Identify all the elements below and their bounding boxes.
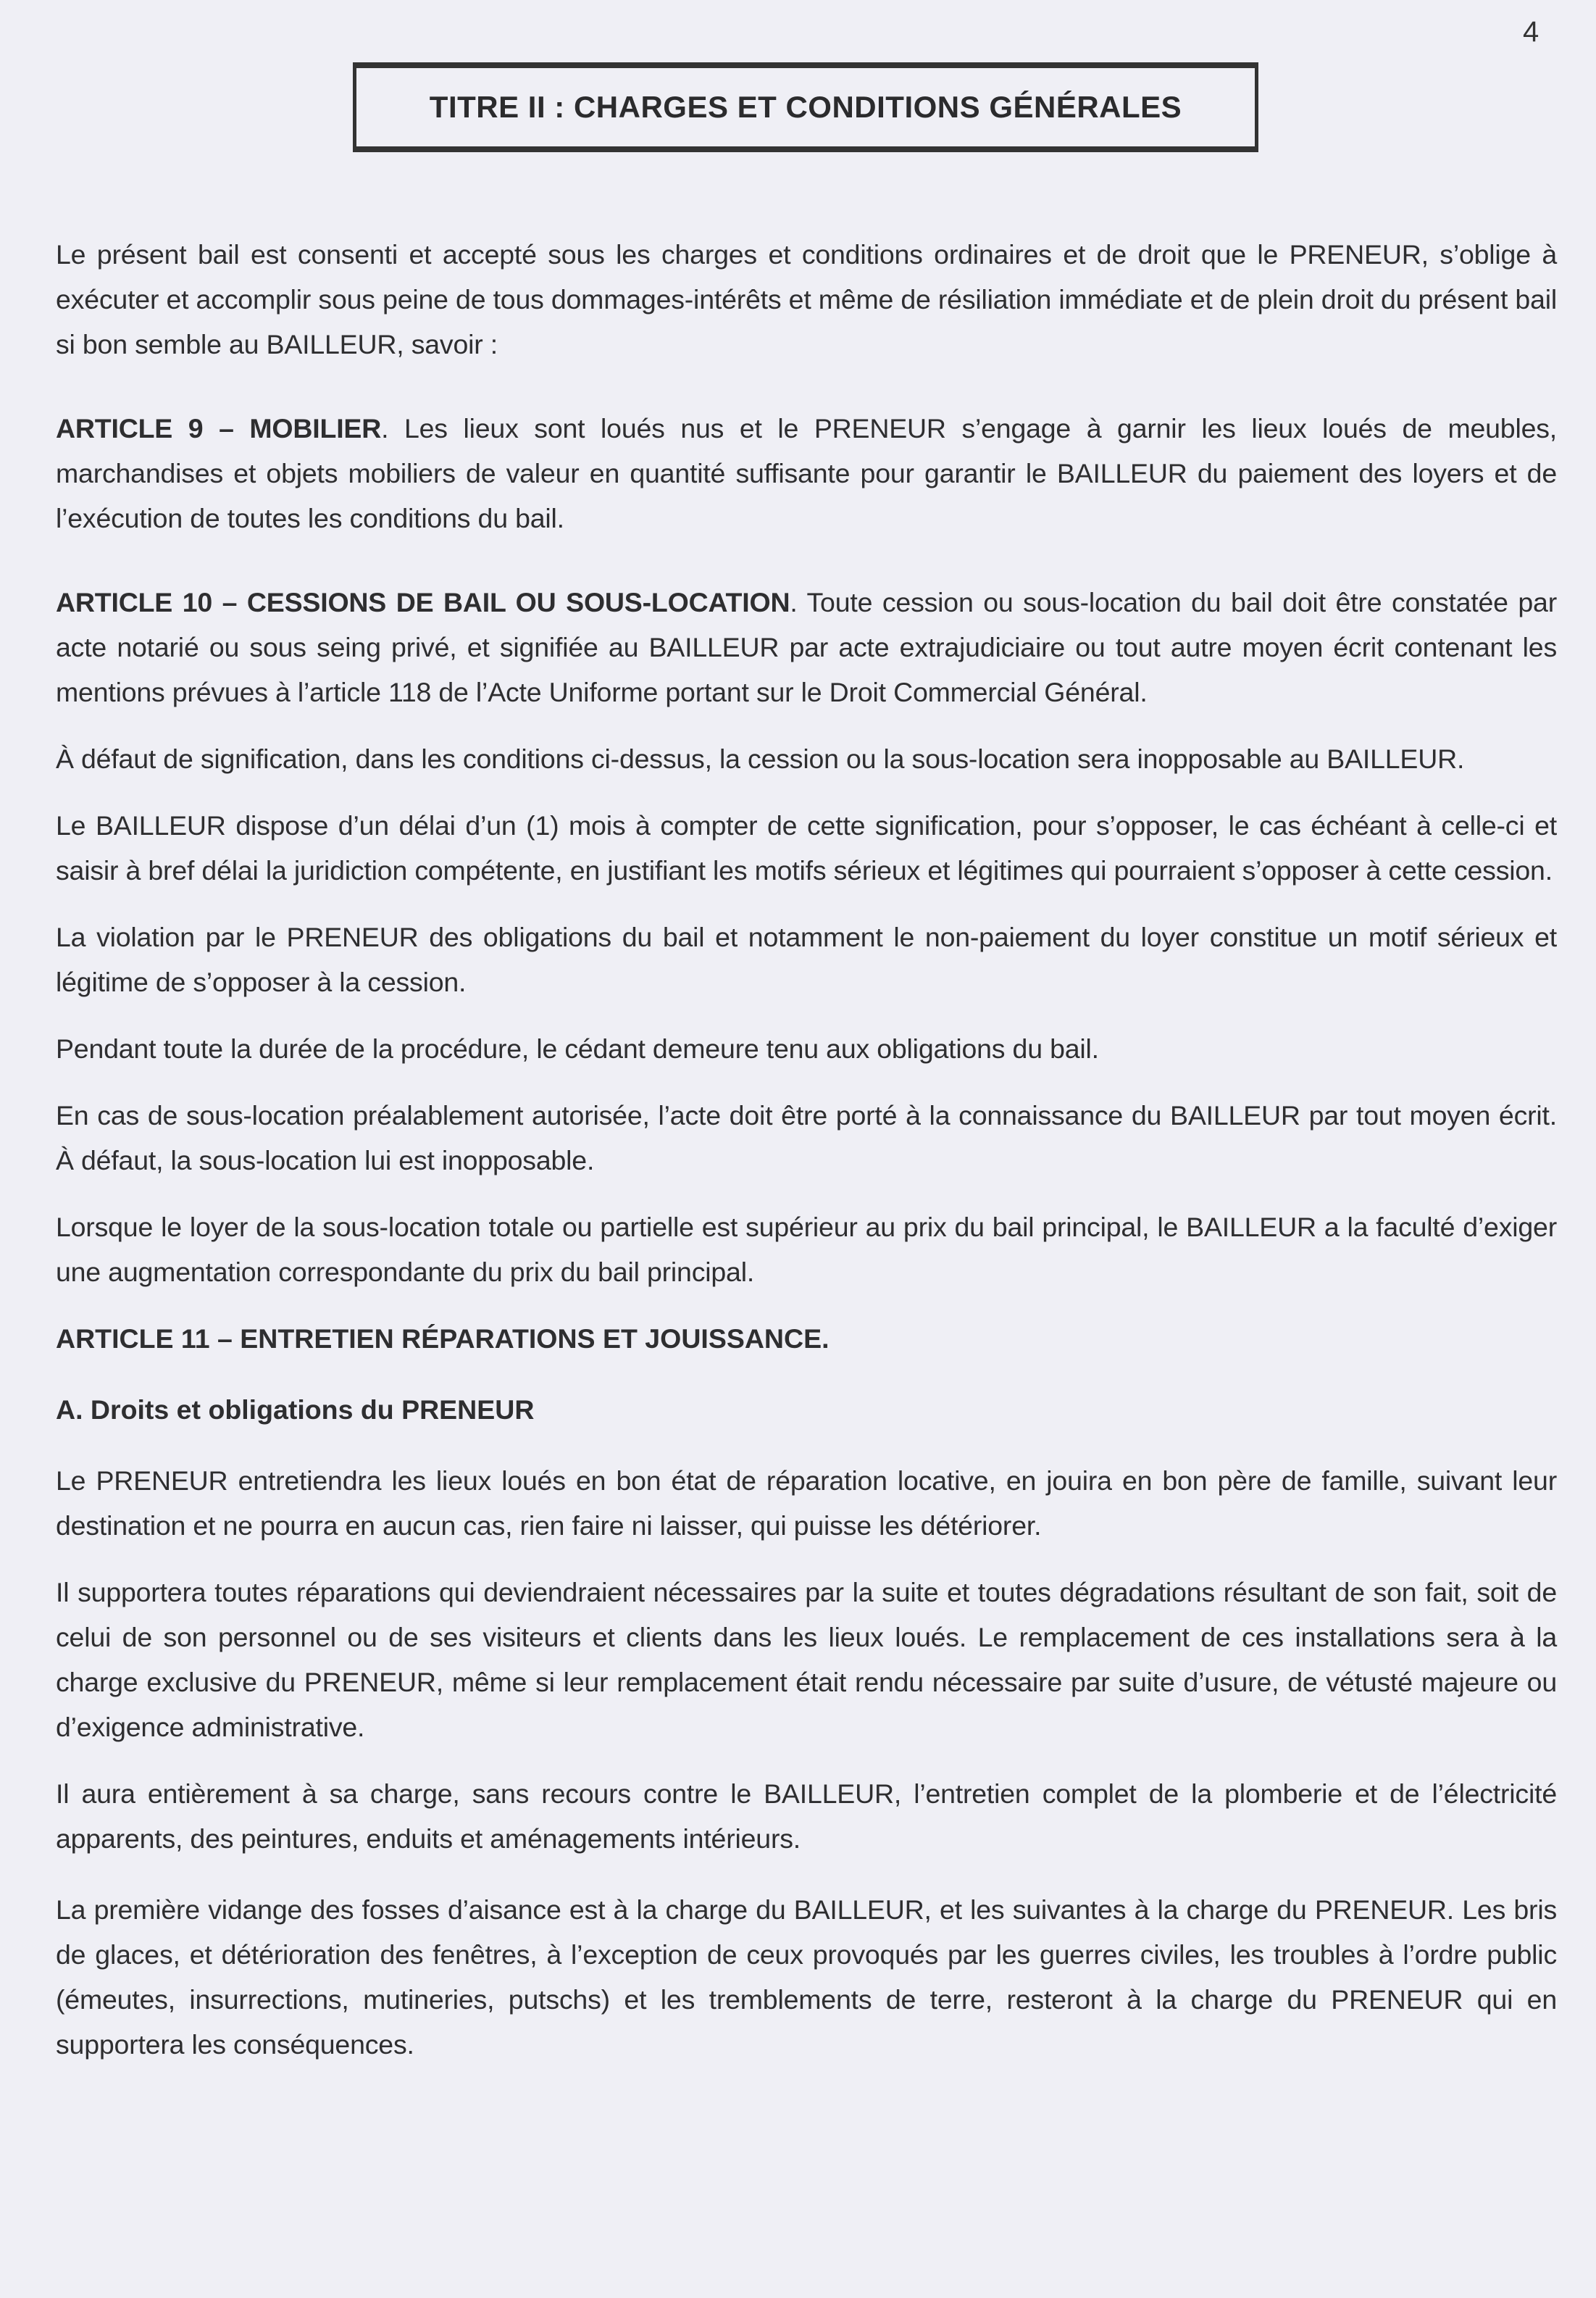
document-body (56, 232, 1557, 2067)
article-10-paragraph: Lorsque le loyer de la sous-location totale ou partielle est supérieur au prix du bail principal, le BAILLEUR a la faculté d’exiger une augmentation correspondante du prix du bail principal. (56, 1212, 1557, 1287)
article-11-paragraph: La première vidange des fosses d’aisance est à la charge du BAILLEUR, et les suivantes à la charge du PRENEUR. Les bris de glaces, et détérioration des fenêtres, à l’exception de ceux provoqués par les guerres civiles, les troubles à l’ordre public (émeutes, insurrections, mutineries, putschs) et les tremblements de terre, resteront à la charge du PRENEUR qui en supportera les conséquences. (56, 1894, 1557, 2060)
article-11-subheading: A. Droits et obligations du PRENEUR (56, 1394, 535, 1425)
article-10-paragraph: Le BAILLEUR dispose d’un délai d’un (1) mois à compter de cette signification, pour s’opposer, le cas échéant à celle-ci et saisir à bref délai la juridiction compétente, en justifiant les motifs sérieux et légitimes qui pourraient s’opposer à cette cession. (56, 810, 1557, 886)
article-10-paragraph: La violation par le PRENEUR des obligations du bail et notamment le non-paiement du loyer constitue un motif sérieux et légitime de s’opposer à la cession. (56, 922, 1557, 997)
article-11-paragraph: Le PRENEUR entretiendra les lieux loués en bon état de réparation locative, en jouira en bon père de famille, suivant leur destination et ne pourra en aucun cas, rien faire ni laisser, qui puisse les détériorer. (56, 1465, 1557, 1541)
article-10-paragraph: À défaut de signification, dans les conditions ci-dessus, la cession ou la sous-location sera inopposable au BAILLEUR. (56, 744, 1465, 774)
article-10-paragraph: Pendant toute la durée de la procédure, le cédant demeure tenu aux obligations du bail. (56, 1033, 1099, 1064)
article-11-paragraph: Il aura entièrement à sa charge, sans recours contre le BAILLEUR, l’entretien complet de la plomberie et de l’électricité apparents, des peintures, enduits et aménagements intérieurs. (56, 1778, 1557, 1854)
article-10-paragraph: En cas de sous-location préalablement autorisée, l’acte doit être porté à la connaissance du BAILLEUR par tout moyen écrit. À défaut, la sous-location lui est inopposable. (56, 1100, 1557, 1175)
section-title-box (353, 62, 1258, 152)
intro-paragraph: Le présent bail est consenti et accepté sous les charges et conditions ordinaires et de droit que le PRENEUR, s’oblige à exécuter et accomplir sous peine de tous dommages-intérêts et même de résiliation immédiate et de plein droit du présent bail si bon semble au BAILLEUR, savoir : (56, 239, 1557, 359)
article-9-text: . Les lieux sont loués nus et le PRENEUR s’engage à garnir les lieux loués de meubles, marchandises et objets mobiliers de valeur en quantité suffisante pour garantir le BAILLEUR du paiement des loyers et de l’exécution de toutes les conditions du bail. (56, 413, 1558, 533)
section-title: TITRE II : CHARGES ET CONDITIONS GÉNÉRALES (429, 90, 1182, 124)
page-number: 4 (1523, 16, 1539, 48)
article-10 (56, 580, 1557, 715)
article-11-paragraph: Il supportera toutes réparations qui deviendraient nécessaires par la suite et toutes dégradations résultant de son fait, soit de celui de son personnel ou de ses visiteurs et clients dans les lieux loués. Le remplacement de ces installations sera à la charge exclusive du PRENEUR, même si leur remplacement était rendu nécessaire par suite d’usure, de vétusté majeure ou d’exigence administrative. (56, 1577, 1557, 1742)
article-9-heading: ARTICLE 9 – MOBILIER (56, 413, 382, 444)
article-9 (56, 406, 1557, 541)
article-11-heading: ARTICLE 11 – ENTRETIEN RÉPARATIONS ET JOUISSANCE. (56, 1323, 830, 1354)
article-10-text: . Toute cession ou sous-location du bail doit être constatée par acte notarié ou sous seing privé, et signifiée au BAILLEUR par acte extrajudiciaire ou tout autre moyen écrit contenant les mentions prévues à l’article 118 de l’Acte Uniforme portant sur le Droit Commercial Général. (56, 587, 1557, 707)
article-10-heading: ARTICLE 10 – CESSIONS DE BAIL OU SOUS-LOCATION (56, 587, 790, 617)
